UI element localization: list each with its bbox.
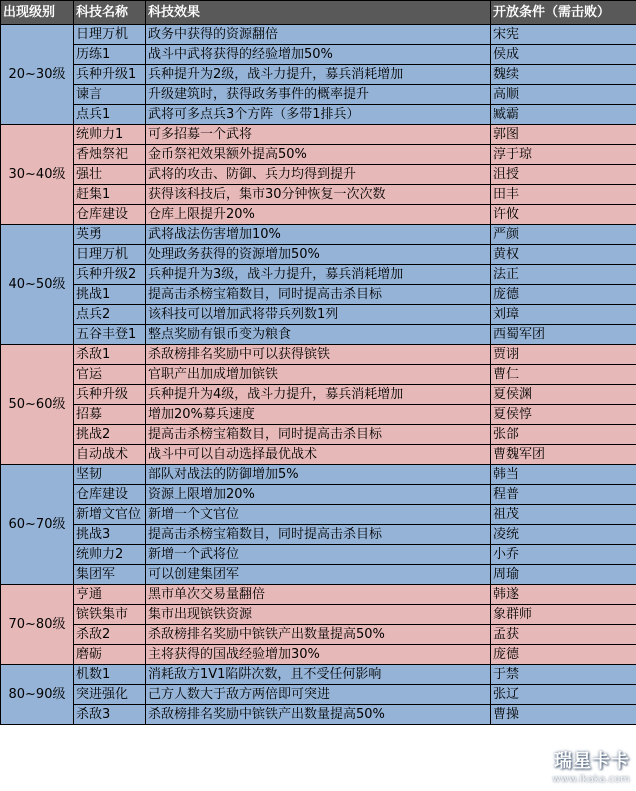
effect-cell: 新增一个文官位 <box>146 505 491 525</box>
name-cell: 招募 <box>74 405 146 425</box>
name-cell: 点兵2 <box>74 305 146 325</box>
name-cell: 杀敌1 <box>74 345 146 365</box>
effect-cell: 资源上限增加20% <box>146 485 491 505</box>
effect-cell: 武将战法伤害增加10% <box>146 225 491 245</box>
condition-cell: 臧霸 <box>491 105 636 125</box>
table-row <box>1 585 636 605</box>
condition-cell: 田丰 <box>491 185 636 205</box>
condition-cell: 宋宪 <box>491 25 636 45</box>
watermark-logo <box>502 741 630 789</box>
effect-cell: 可以创建集团军 <box>146 565 491 585</box>
name-cell: 五谷丰登1 <box>74 325 146 345</box>
table-row <box>1 245 636 265</box>
name-cell: 杀敌3 <box>74 705 146 725</box>
effect-cell: 兵种提升为3级，战斗力提升，募兵消耗增加 <box>146 265 491 285</box>
header-level: 出现级别 <box>1 1 74 25</box>
condition-cell: 周瑜 <box>491 565 636 585</box>
table-row <box>1 65 636 85</box>
name-cell: 香烛祭祀 <box>74 145 146 165</box>
effect-cell: 武将可多点兵3个方阵（多带1排兵） <box>146 105 491 125</box>
condition-cell: 韩遂 <box>491 585 636 605</box>
effect-cell: 金币祭祀效果额外提高50% <box>146 145 491 165</box>
name-cell: 赶集1 <box>74 185 146 205</box>
effect-cell: 提高击杀榜宝箱数目，同时提高击杀目标 <box>146 285 491 305</box>
condition-cell: 庞德 <box>491 645 636 665</box>
name-cell: 日理万机 <box>74 245 146 265</box>
condition-cell: 严颜 <box>491 225 636 245</box>
condition-cell: 象群师 <box>491 605 636 625</box>
condition-cell: 凌统 <box>491 525 636 545</box>
effect-cell: 杀敌榜排名奖励中可以获得镔铁 <box>146 345 491 365</box>
condition-cell: 曹魏军团 <box>491 445 636 465</box>
effect-cell: 部队对战法的防御增加5% <box>146 465 491 485</box>
level-cell: 50~60级 <box>1 345 74 465</box>
table-row <box>1 265 636 285</box>
table-row <box>1 45 636 65</box>
name-cell: 兵种升级 <box>74 385 146 405</box>
condition-cell: 黄权 <box>491 245 636 265</box>
effect-cell: 战斗中武将获得的经验增加50% <box>146 45 491 65</box>
name-cell: 英勇 <box>74 225 146 245</box>
name-cell: 新增文官位 <box>74 505 146 525</box>
name-cell: 官运 <box>74 365 146 385</box>
table-row <box>1 305 636 325</box>
name-cell: 镔铁集市 <box>74 605 146 625</box>
table-row <box>1 685 636 705</box>
table-row <box>1 605 636 625</box>
table-row <box>1 165 636 185</box>
table-row <box>1 405 636 425</box>
name-cell: 强壮 <box>74 165 146 185</box>
name-cell: 历练1 <box>74 45 146 65</box>
name-cell: 点兵1 <box>74 105 146 125</box>
name-cell: 集团军 <box>74 565 146 585</box>
name-cell: 统帅力2 <box>74 545 146 565</box>
condition-cell: 小乔 <box>491 545 636 565</box>
table-row <box>1 705 636 725</box>
effect-cell: 提高击杀榜宝箱数目，同时提高击杀目标 <box>146 425 491 445</box>
condition-cell: 韩当 <box>491 465 636 485</box>
effect-cell: 官职产出加成增加镔铁 <box>146 365 491 385</box>
condition-cell: 淳于琼 <box>491 145 636 165</box>
table-header <box>1 1 636 25</box>
effect-cell: 武将的攻击、防御、兵力均得到提升 <box>146 165 491 185</box>
table-row <box>1 105 636 125</box>
condition-cell: 夏侯惇 <box>491 405 636 425</box>
table-row <box>1 545 636 565</box>
table-row <box>1 145 636 165</box>
watermark-text: 瑞星卡卡 <box>554 751 630 772</box>
name-cell: 仓库建设 <box>74 205 146 225</box>
effect-cell: 仓库上限提升20% <box>146 205 491 225</box>
watermark-url: www.ikaka.com <box>552 774 630 785</box>
effect-cell: 战斗中可以自动选择最优战术 <box>146 445 491 465</box>
name-cell: 磨砺 <box>74 645 146 665</box>
condition-cell: 沮授 <box>491 165 636 185</box>
condition-cell: 贾诩 <box>491 345 636 365</box>
table-row <box>1 645 636 665</box>
condition-cell: 许攸 <box>491 205 636 225</box>
table-row <box>1 125 636 145</box>
table-row <box>1 525 636 545</box>
condition-cell: 祖茂 <box>491 505 636 525</box>
name-cell: 仓库建设 <box>74 485 146 505</box>
condition-cell: 法正 <box>491 265 636 285</box>
table-row <box>1 25 636 45</box>
table-row <box>1 365 636 385</box>
effect-cell: 主将获得的国战经验增加30% <box>146 645 491 665</box>
table-row <box>1 85 636 105</box>
table-row <box>1 345 636 365</box>
table-row <box>1 285 636 305</box>
table-row <box>1 385 636 405</box>
level-cell: 80~90级 <box>1 665 74 725</box>
name-cell: 机数1 <box>74 665 146 685</box>
level-cell: 30~40级 <box>1 125 74 225</box>
header-condition: 开放条件（需击败） <box>491 1 636 25</box>
effect-cell: 杀敌榜排名奖励中镔铁产出数量提高50% <box>146 705 491 725</box>
table-row <box>1 185 636 205</box>
condition-cell: 魏续 <box>491 65 636 85</box>
table-row <box>1 445 636 465</box>
name-cell: 日理万机 <box>74 25 146 45</box>
table-body <box>1 25 636 725</box>
effect-cell: 整点奖励有银币变为粮食 <box>146 325 491 345</box>
effect-cell: 兵种提升为2级，战斗力提升，募兵消耗增加 <box>146 65 491 85</box>
table-row <box>1 205 636 225</box>
name-cell: 自动战术 <box>74 445 146 465</box>
condition-cell: 于禁 <box>491 665 636 685</box>
table-row <box>1 625 636 645</box>
condition-cell: 庞德 <box>491 285 636 305</box>
condition-cell: 郭图 <box>491 125 636 145</box>
effect-cell: 可多招募一个武将 <box>146 125 491 145</box>
name-cell: 挑战3 <box>74 525 146 545</box>
table-row <box>1 505 636 525</box>
header-effect: 科技效果 <box>146 1 491 25</box>
effect-cell: 政务中获得的资源翻倍 <box>146 25 491 45</box>
name-cell: 兵种升级2 <box>74 265 146 285</box>
table-row <box>1 465 636 485</box>
name-cell: 统帅力1 <box>74 125 146 145</box>
name-cell: 坚韧 <box>74 465 146 485</box>
name-cell: 挑战2 <box>74 425 146 445</box>
level-cell: 60~70级 <box>1 465 74 585</box>
effect-cell: 该科技可以增加武将带兵列数1列 <box>146 305 491 325</box>
name-cell: 突进强化 <box>74 685 146 705</box>
effect-cell: 杀敌榜排名奖励中镔铁产出数量提高50% <box>146 625 491 645</box>
level-cell: 20~30级 <box>1 25 74 125</box>
effect-cell: 集市出现镔铁资源 <box>146 605 491 625</box>
effect-cell: 处理政务获得的资源增加50% <box>146 245 491 265</box>
condition-cell: 刘璋 <box>491 305 636 325</box>
table-row <box>1 485 636 505</box>
effect-cell: 消耗敌方1V1陷阱次数，且不受任何影响 <box>146 665 491 685</box>
effect-cell: 升级建筑时，获得政务事件的概率提升 <box>146 85 491 105</box>
level-cell: 40~50级 <box>1 225 74 345</box>
header-name: 科技名称 <box>74 1 146 25</box>
name-cell: 亨通 <box>74 585 146 605</box>
condition-cell: 侯成 <box>491 45 636 65</box>
condition-cell: 曹仁 <box>491 365 636 385</box>
table-row <box>1 325 636 345</box>
condition-cell: 西蜀军团 <box>491 325 636 345</box>
condition-cell: 张辽 <box>491 685 636 705</box>
condition-cell: 张郃 <box>491 425 636 445</box>
effect-cell: 新增一个武将位 <box>146 545 491 565</box>
condition-cell: 曹操 <box>491 705 636 725</box>
name-cell: 兵种升级1 <box>74 65 146 85</box>
effect-cell: 提高击杀榜宝箱数目，同时提高击杀目标 <box>146 525 491 545</box>
name-cell: 挑战1 <box>74 285 146 305</box>
effect-cell: 获得该科技后，集市30分钟恢复一次次数 <box>146 185 491 205</box>
level-cell: 70~80级 <box>1 585 74 665</box>
table-row <box>1 565 636 585</box>
table-row <box>1 665 636 685</box>
effect-cell: 己方人数大于敌方两倍即可突进 <box>146 685 491 705</box>
condition-cell: 孟获 <box>491 625 636 645</box>
header-row <box>1 1 636 25</box>
name-cell: 杀敌2 <box>74 625 146 645</box>
condition-cell: 程普 <box>491 485 636 505</box>
effect-cell: 增加20%募兵速度 <box>146 405 491 425</box>
condition-cell: 夏侯渊 <box>491 385 636 405</box>
effect-cell: 兵种提升为4级，战斗力提升，募兵消耗增加 <box>146 385 491 405</box>
name-cell: 谏言 <box>74 85 146 105</box>
table-row <box>1 425 636 445</box>
effect-cell: 黑市单次交易量翻倍 <box>146 585 491 605</box>
table-row <box>1 225 636 245</box>
condition-cell: 高顺 <box>491 85 636 105</box>
